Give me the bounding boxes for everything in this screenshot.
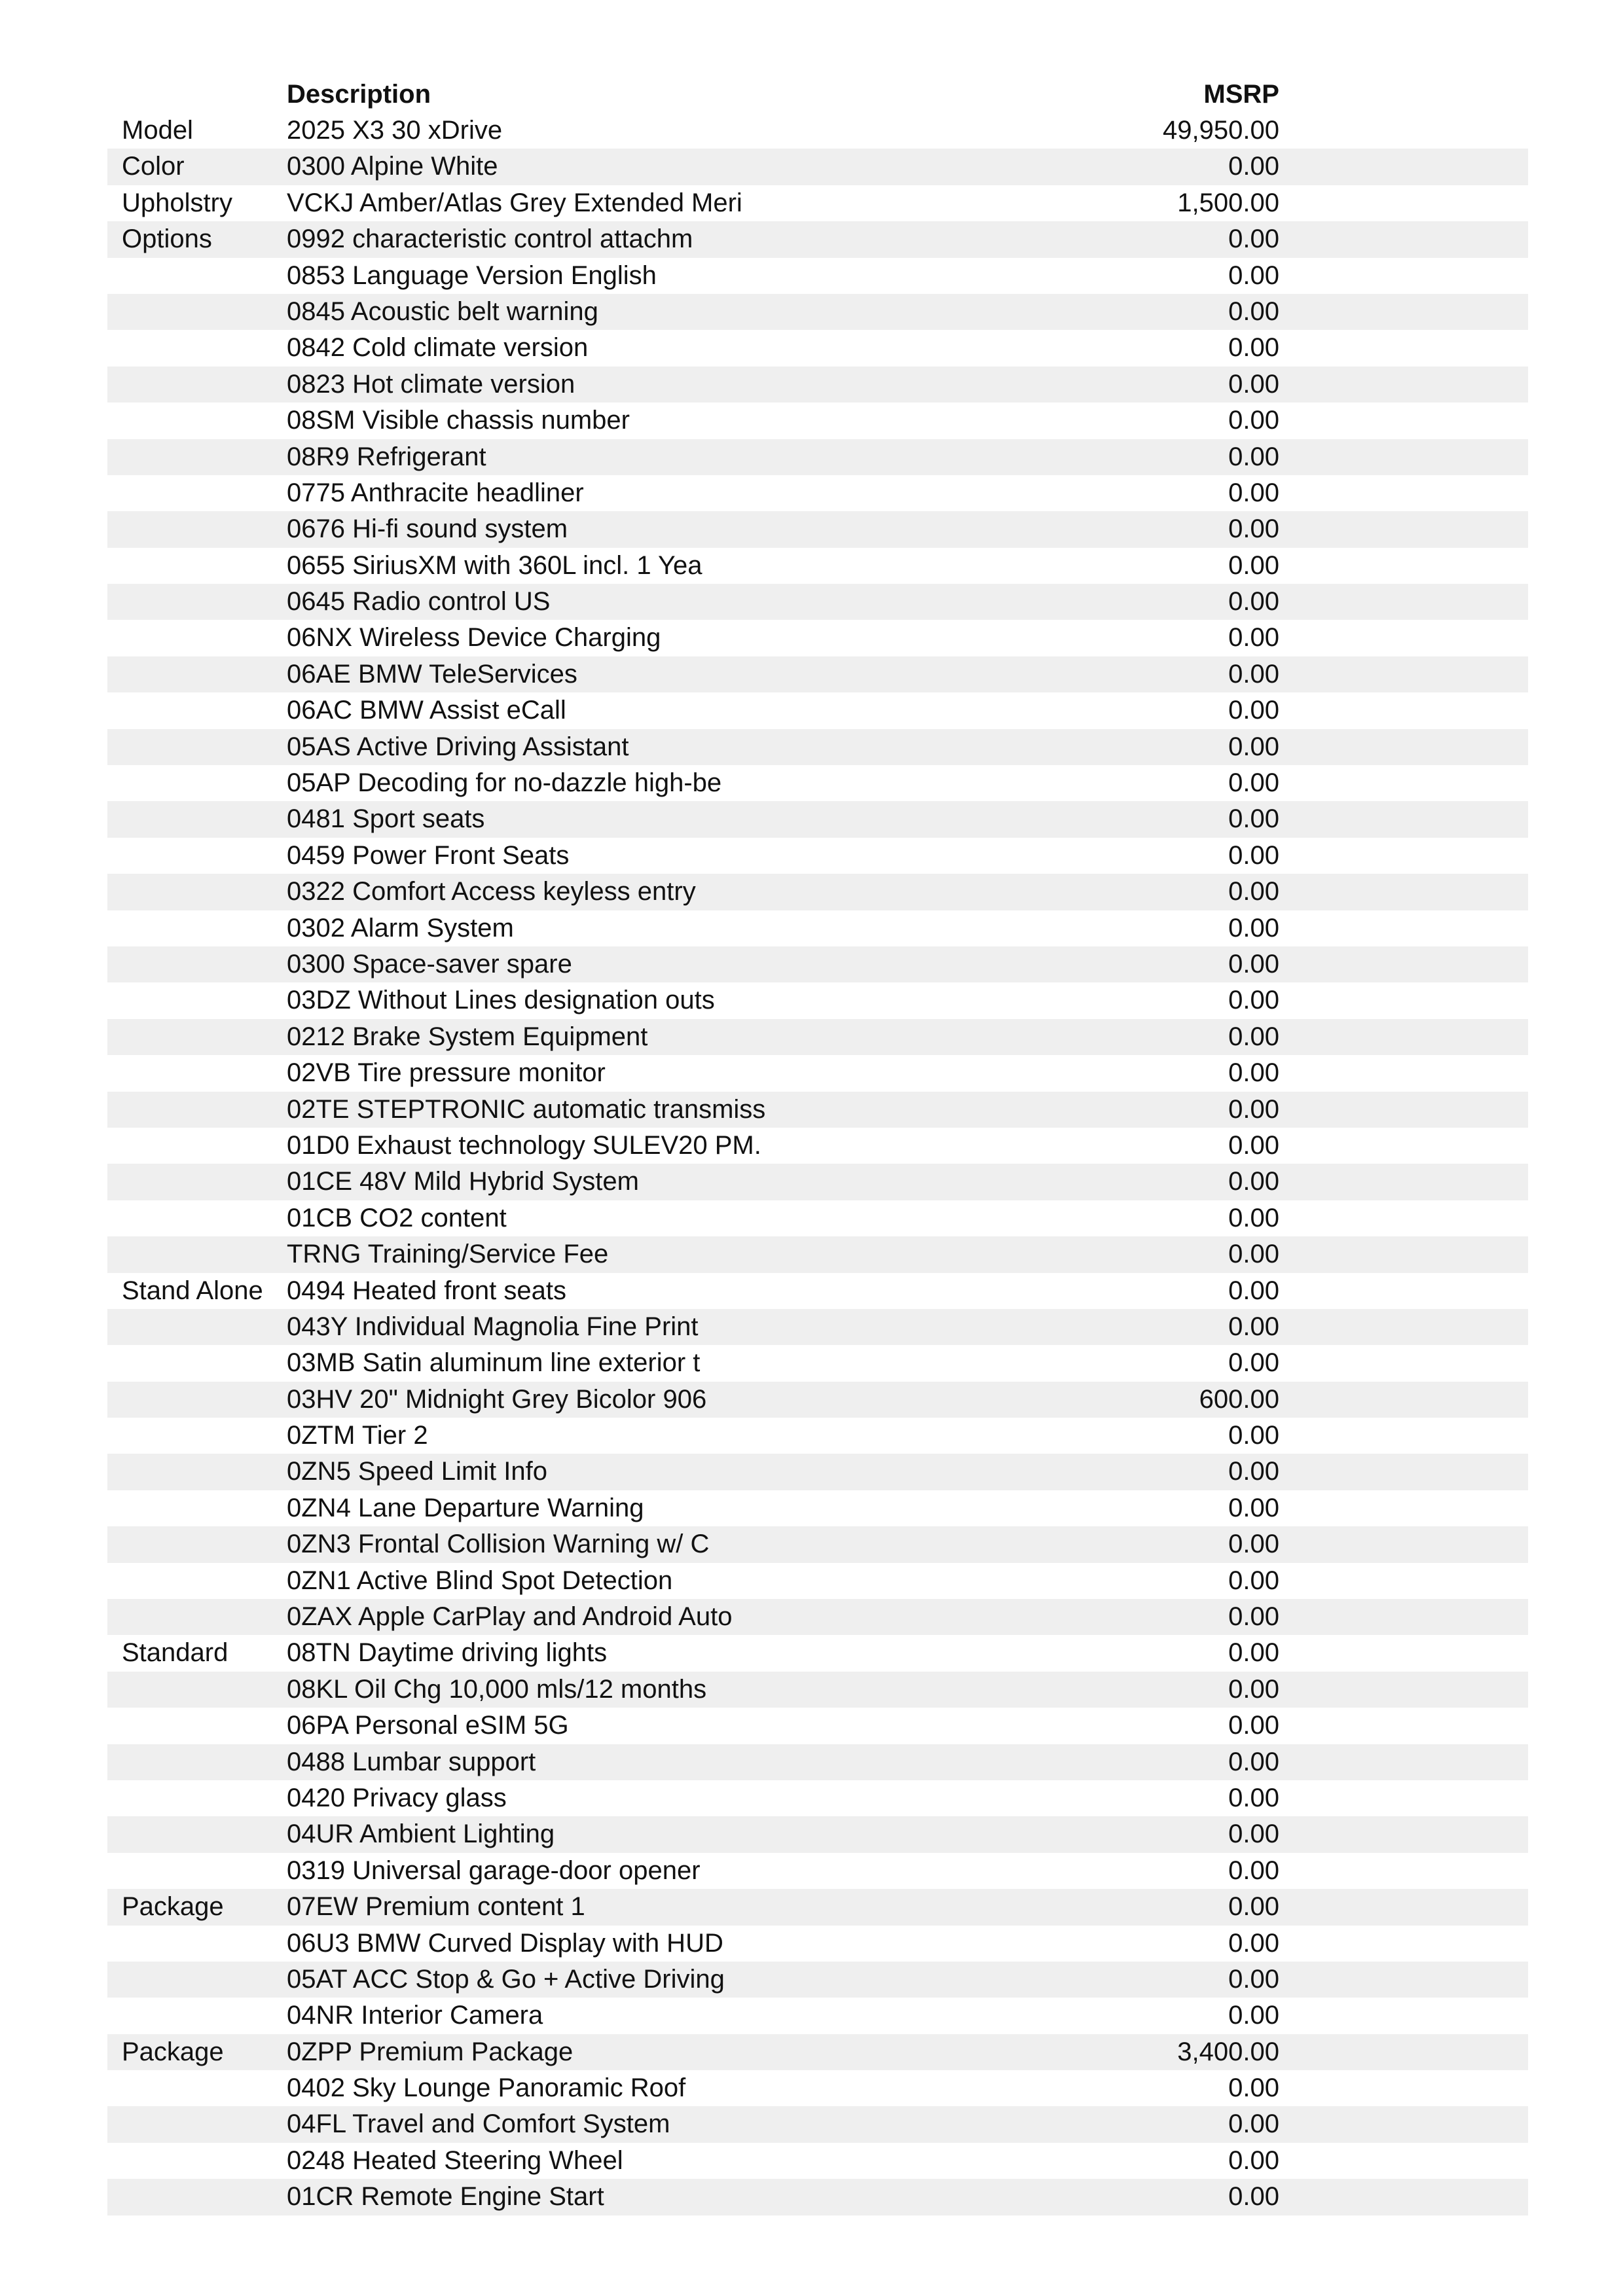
row-category: Stand Alone — [122, 1276, 263, 1305]
table-row — [107, 1055, 1528, 1091]
row-msrp: 0.00 — [1228, 1348, 1279, 1378]
row-description: 01D0 Exhaust technology SULEV20 PM. — [287, 1130, 761, 1160]
row-msrp: 0.00 — [1228, 2145, 1279, 2175]
row-description: 0823 Hot climate version — [287, 369, 575, 399]
table-row — [107, 258, 1528, 294]
table-row — [107, 1563, 1528, 1599]
row-msrp: 0.00 — [1228, 333, 1279, 363]
table-row — [107, 729, 1528, 765]
table-row — [107, 1962, 1528, 1998]
row-description: VCKJ Amber/Atlas Grey Extended Meri — [287, 188, 742, 217]
row-msrp: 0.00 — [1228, 1602, 1279, 1632]
row-msrp: 0.00 — [1228, 659, 1279, 689]
row-description: 06U3 BMW Curved Display with HUD — [287, 1928, 723, 1958]
row-category: Upholstry — [122, 188, 232, 217]
table-row — [107, 656, 1528, 692]
table-row — [107, 1092, 1528, 1128]
row-msrp: 0.00 — [1228, 1530, 1279, 1559]
row-msrp: 0.00 — [1228, 623, 1279, 653]
table-row — [107, 1526, 1528, 1562]
row-description: 06NX Wireless Device Charging — [287, 623, 661, 653]
row-description: 02VB Tire pressure monitor — [287, 1058, 606, 1088]
row-msrp: 0.00 — [1228, 1928, 1279, 1958]
row-msrp: 0.00 — [1228, 1493, 1279, 1522]
row-msrp: 0.00 — [1228, 1638, 1279, 1668]
table-row — [107, 367, 1528, 403]
row-description: 08SM Visible chassis number — [287, 406, 630, 435]
row-msrp: 0.00 — [1228, 732, 1279, 761]
table-row — [107, 2034, 1528, 2070]
table-row — [107, 1853, 1528, 1889]
row-description: 0300 Alpine White — [287, 152, 498, 181]
row-msrp: 0.00 — [1228, 877, 1279, 906]
table-row — [107, 2106, 1528, 2142]
row-msrp: 0.00 — [1228, 587, 1279, 617]
row-description: 0845 Acoustic belt warning — [287, 296, 598, 326]
row-description: 0322 Comfort Access keyless entry — [287, 877, 696, 906]
table-row — [107, 838, 1528, 874]
row-description: 08KL Oil Chg 10,000 mls/12 months — [287, 1674, 707, 1704]
row-msrp: 0.00 — [1228, 514, 1279, 544]
row-msrp: 0.00 — [1228, 1094, 1279, 1124]
table-row — [107, 1672, 1528, 1708]
row-msrp: 0.00 — [1228, 804, 1279, 834]
row-msrp: 0.00 — [1228, 986, 1279, 1015]
row-msrp: 0.00 — [1228, 1783, 1279, 1812]
row-msrp: 0.00 — [1228, 1421, 1279, 1450]
row-msrp: 0.00 — [1228, 296, 1279, 326]
row-msrp: 0.00 — [1228, 1856, 1279, 1885]
table-row — [107, 1599, 1528, 1635]
table-row — [107, 2070, 1528, 2106]
row-category: Options — [122, 224, 212, 254]
table-row — [107, 801, 1528, 837]
table-row — [107, 620, 1528, 656]
row-msrp: 0.00 — [1228, 840, 1279, 870]
table-row — [107, 2143, 1528, 2179]
row-description: 0302 Alarm System — [287, 913, 514, 942]
row-description: 0775 Anthracite headliner — [287, 478, 584, 507]
table-row — [107, 294, 1528, 330]
table-row — [107, 548, 1528, 584]
table-row — [107, 1454, 1528, 1490]
table-row — [107, 1998, 1528, 2034]
row-msrp: 0.00 — [1228, 913, 1279, 942]
row-msrp: 0.00 — [1228, 224, 1279, 254]
row-msrp: 0.00 — [1228, 768, 1279, 798]
row-msrp: 0.00 — [1228, 369, 1279, 399]
row-msrp: 0.00 — [1228, 1457, 1279, 1486]
row-description: 05AP Decoding for no-dazzle high-be — [287, 768, 722, 798]
row-description: 04FL Travel and Comfort System — [287, 2109, 670, 2139]
row-msrp: 0.00 — [1228, 1566, 1279, 1595]
row-description: 0ZAX Apple CarPlay and Android Auto — [287, 1602, 733, 1632]
row-msrp: 0.00 — [1228, 949, 1279, 978]
row-category: Color — [122, 152, 185, 181]
row-msrp: 600.00 — [1199, 1384, 1279, 1414]
table-row — [107, 1345, 1528, 1381]
row-description: 06AE BMW TeleServices — [287, 659, 577, 689]
table-row — [107, 1490, 1528, 1526]
table-row — [107, 185, 1528, 221]
row-description: 02TE STEPTRONIC automatic transmiss — [287, 1094, 766, 1124]
table-row — [107, 1816, 1528, 1852]
table-row — [107, 874, 1528, 910]
table-row — [107, 439, 1528, 475]
row-description: 0212 Brake System Equipment — [287, 1022, 648, 1051]
table-row — [107, 330, 1528, 366]
row-category: Model — [122, 116, 193, 145]
row-description: 0319 Universal garage-door opener — [287, 1856, 701, 1885]
row-description: 01CE 48V Mild Hybrid System — [287, 1167, 639, 1196]
table-row — [107, 584, 1528, 620]
row-msrp: 0.00 — [1228, 1820, 1279, 1849]
row-msrp: 0.00 — [1228, 1276, 1279, 1305]
row-description: 03MB Satin aluminum line exterior t — [287, 1348, 701, 1378]
row-description: 01CB CO2 content — [287, 1203, 507, 1232]
row-description: 06AC BMW Assist eCall — [287, 696, 566, 725]
table-row — [107, 1780, 1528, 1816]
table-row — [107, 2179, 1528, 2215]
row-msrp: 0.00 — [1228, 550, 1279, 580]
table-row — [107, 1708, 1528, 1744]
table-row — [107, 511, 1528, 547]
row-msrp: 0.00 — [1228, 2109, 1279, 2139]
row-description: 07EW Premium content 1 — [287, 1892, 585, 1922]
table-row — [107, 1236, 1528, 1272]
row-description: 0992 characteristic control attachm — [287, 224, 693, 254]
row-description: 0420 Privacy glass — [287, 1783, 507, 1812]
row-msrp: 0.00 — [1228, 1674, 1279, 1704]
row-description: 0645 Radio control US — [287, 587, 551, 617]
row-msrp: 0.00 — [1228, 1892, 1279, 1922]
row-msrp: 0.00 — [1228, 260, 1279, 290]
row-msrp: 3,400.00 — [1177, 2037, 1279, 2066]
row-description: 0459 Power Front Seats — [287, 840, 570, 870]
row-msrp: 0.00 — [1228, 478, 1279, 507]
row-category: Package — [122, 2037, 224, 2066]
row-msrp: 0.00 — [1228, 1711, 1279, 1740]
table-row — [107, 1744, 1528, 1780]
row-description: 0ZN4 Lane Departure Warning — [287, 1493, 644, 1522]
table-row — [107, 221, 1528, 257]
row-msrp: 0.00 — [1228, 1058, 1279, 1088]
row-msrp: 0.00 — [1228, 442, 1279, 471]
row-description: 0248 Heated Steering Wheel — [287, 2145, 623, 2175]
table-row — [107, 1128, 1528, 1164]
row-description: 0ZN1 Active Blind Spot Detection — [287, 1566, 673, 1595]
msrp-column-header: MSRP — [1203, 80, 1279, 109]
row-description: 0300 Space-saver spare — [287, 949, 572, 978]
row-msrp: 0.00 — [1228, 406, 1279, 435]
row-description: 05AS Active Driving Assistant — [287, 732, 629, 761]
table-row — [107, 1635, 1528, 1671]
row-description: 0ZN3 Frontal Collision Warning w/ C — [287, 1530, 710, 1559]
table-row — [107, 113, 1528, 149]
row-msrp: 0.00 — [1228, 1130, 1279, 1160]
row-msrp: 1,500.00 — [1177, 188, 1279, 217]
row-msrp: 0.00 — [1228, 1964, 1279, 1994]
table-row — [107, 765, 1528, 801]
row-description: 0ZTM Tier 2 — [287, 1421, 428, 1450]
row-msrp: 0.00 — [1228, 1022, 1279, 1051]
row-description: 05AT ACC Stop & Go + Active Driving — [287, 1964, 725, 1994]
row-description: 0488 Lumbar support — [287, 1747, 536, 1776]
table-row — [107, 1926, 1528, 1962]
row-category: Package — [122, 1892, 224, 1922]
row-description: 0494 Heated front seats — [287, 1276, 566, 1305]
table-row — [107, 403, 1528, 439]
table-row — [107, 982, 1528, 1018]
row-msrp: 0.00 — [1228, 1747, 1279, 1776]
row-msrp: 0.00 — [1228, 2182, 1279, 2212]
row-description: 04UR Ambient Lighting — [287, 1820, 555, 1849]
row-description: 0842 Cold climate version — [287, 333, 589, 363]
row-description: 0ZN5 Speed Limit Info — [287, 1457, 547, 1486]
table-row — [107, 1889, 1528, 1925]
row-msrp: 0.00 — [1228, 1203, 1279, 1232]
row-msrp: 0.00 — [1228, 2001, 1279, 2030]
row-description: 0402 Sky Lounge Panoramic Roof — [287, 2073, 686, 2103]
table-row — [107, 1309, 1528, 1345]
row-msrp: 0.00 — [1228, 2073, 1279, 2103]
row-msrp: 0.00 — [1228, 696, 1279, 725]
table-row — [107, 692, 1528, 728]
row-description: 043Y Individual Magnolia Fine Print — [287, 1312, 699, 1341]
row-description: 0481 Sport seats — [287, 804, 485, 834]
table-row — [107, 149, 1528, 185]
row-msrp: 49,950.00 — [1163, 116, 1279, 145]
table-body — [107, 113, 1528, 2215]
row-description: 0ZPP Premium Package — [287, 2037, 574, 2066]
row-description: 08R9 Refrigerant — [287, 442, 486, 471]
table-row — [107, 475, 1528, 511]
price-sheet — [107, 76, 1528, 2215]
row-description: 0655 SiriusXM with 360L incl. 1 Yea — [287, 550, 702, 580]
row-description: 03DZ Without Lines designation outs — [287, 986, 715, 1015]
row-msrp: 0.00 — [1228, 1167, 1279, 1196]
row-msrp: 0.00 — [1228, 1240, 1279, 1269]
table-row — [107, 1418, 1528, 1454]
table-row — [107, 1273, 1528, 1309]
row-description: 0853 Language Version English — [287, 260, 657, 290]
row-description: 0676 Hi-fi sound system — [287, 514, 568, 544]
row-category: Standard — [122, 1638, 228, 1668]
table-row — [107, 910, 1528, 946]
row-msrp: 0.00 — [1228, 152, 1279, 181]
description-column-header: Description — [287, 80, 431, 109]
row-description: 2025 X3 30 xDrive — [287, 116, 503, 145]
table-row — [107, 1382, 1528, 1418]
table-row — [107, 946, 1528, 982]
row-msrp: 0.00 — [1228, 1312, 1279, 1341]
row-description: 01CR Remote Engine Start — [287, 2182, 604, 2212]
row-description: 03HV 20" Midnight Grey Bicolor 906 — [287, 1384, 707, 1414]
row-description: TRNG Training/Service Fee — [287, 1240, 609, 1269]
table-row — [107, 1200, 1528, 1236]
row-description: 08TN Daytime driving lights — [287, 1638, 608, 1668]
table-row — [107, 1019, 1528, 1055]
row-description: 04NR Interior Camera — [287, 2001, 543, 2030]
table-header — [107, 76, 1528, 113]
row-description: 06PA Personal eSIM 5G — [287, 1711, 569, 1740]
table-row — [107, 1164, 1528, 1200]
